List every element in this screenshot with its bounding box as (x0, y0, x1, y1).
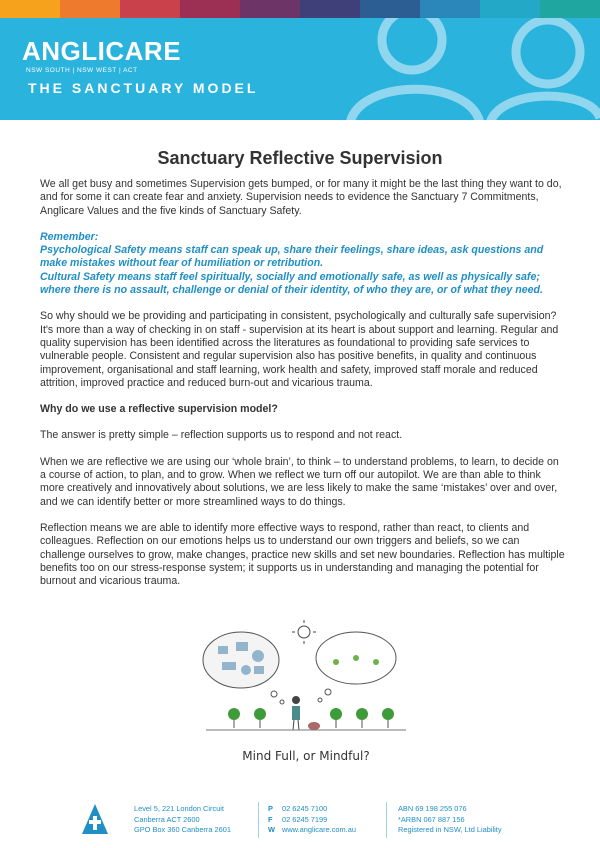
color-stripe (0, 0, 600, 18)
footer-contact: P 02 6245 7100 F 02 6245 7199 W www.anglicare.com.au (268, 804, 356, 834)
logo-text: ANGLICARE (22, 36, 182, 66)
tagline: THE SANCTUARY MODEL (28, 80, 259, 96)
illustration-caption: Mind Full, or Mindful? (242, 749, 370, 763)
remember-block (40, 231, 566, 297)
mindful-illustration (196, 618, 416, 778)
footer-divider (258, 802, 259, 838)
header-banner (0, 18, 600, 120)
section-heading: Why do we use a reflective supervision model? (40, 403, 278, 416)
website-link[interactable]: www.anglicare.com.au (282, 825, 356, 834)
psych-safety-text: Psychological Safety means staff can speak up, share their feelings, share ideas, ask questions and make mistakes without fear of humiliation or retribution. (40, 244, 544, 270)
footer (0, 798, 600, 848)
answer-paragraph: The answer is pretty simple – reflection supports us to respond and not react. (40, 429, 403, 442)
anglicare-logo[interactable] (22, 38, 181, 74)
why-question: So why should we be providing and participating in consistent, psychologically and culturally safe supervision? (40, 310, 557, 323)
fax-number: 02 6245 7199 (282, 814, 328, 824)
footer-divider (386, 802, 387, 838)
page-title: Sanctuary Reflective Supervision (157, 148, 443, 168)
cultural-safety-text: Cultural Safety means staff feel spiritually, socially and emotionally safe, as well as physically safe; where there is no assault, challenge or denial of their identity, of who they are, or of what they need. (40, 270, 543, 297)
remember-label: Remember: (40, 230, 99, 243)
anglicare-mark-icon (82, 804, 108, 834)
footer-registration: ABN 69 198 255 076 *ARBN 067 887 156 Registered in NSW, Ltd Liability (398, 804, 502, 834)
why-paragraph (40, 310, 566, 390)
why-answer: It's more than a way of checking in on staff - supervision at its heart is about support and learning. Regular and quality supervision has been identified across the literatures as foundational to providing safe services to vulnerable people. Consistent and regular supervision also has positive benefits, in quality and continuous improvement, organisational and staff learning, work health and safety, improved staff morale and reduced attrition, improved practice and reduced burn-out and vicarious trauma. (40, 323, 559, 389)
footer-address: Level 5, 221 London Circuit Canberra ACT 2600 GPO Box 360 Canberra 2601 (134, 804, 231, 834)
logo-subtitle: NSW SOUTH | NSW WEST | ACT (26, 67, 138, 74)
document-body (40, 178, 566, 601)
phone-number: 02 6245 7100 (282, 804, 328, 813)
intro-paragraph: We all get busy and sometimes Supervision gets bumped, or for many it might be the last thing they want to do, and for some it can create fear and anxiety. Supervision needs to evidence the Sanctuary 7 Commitments, Anglicare Values and the five kinds of Sanctuary Safety. (40, 178, 562, 217)
reflection-paragraph: Reflection means we are able to identify more effective ways to respond, rather than react, to clients and colleagues. Reflection on our emotions helps us to understand our own triggers and beliefs, so we can challenge ourselves to grow, make changes, practice new skills and set new boundaries. Reflection has multiple benefits too on our stress-response system; it supports us in understanding and managing the potential for burnout and vicarious trauma. (40, 521, 565, 588)
whole-brain-paragraph: When we are reflective we are using our ‘whole brain’, to think – to understand problems, to learn, to decide on a course of action, to plan, and to grow. When we reflect we turn off our autopilot. We are than able to think more creatively and innovatively about solutions, we are less likely to make the same ‘mistakes’ over and over, and we can identify better or more streamlined ways to do things. (40, 455, 559, 508)
